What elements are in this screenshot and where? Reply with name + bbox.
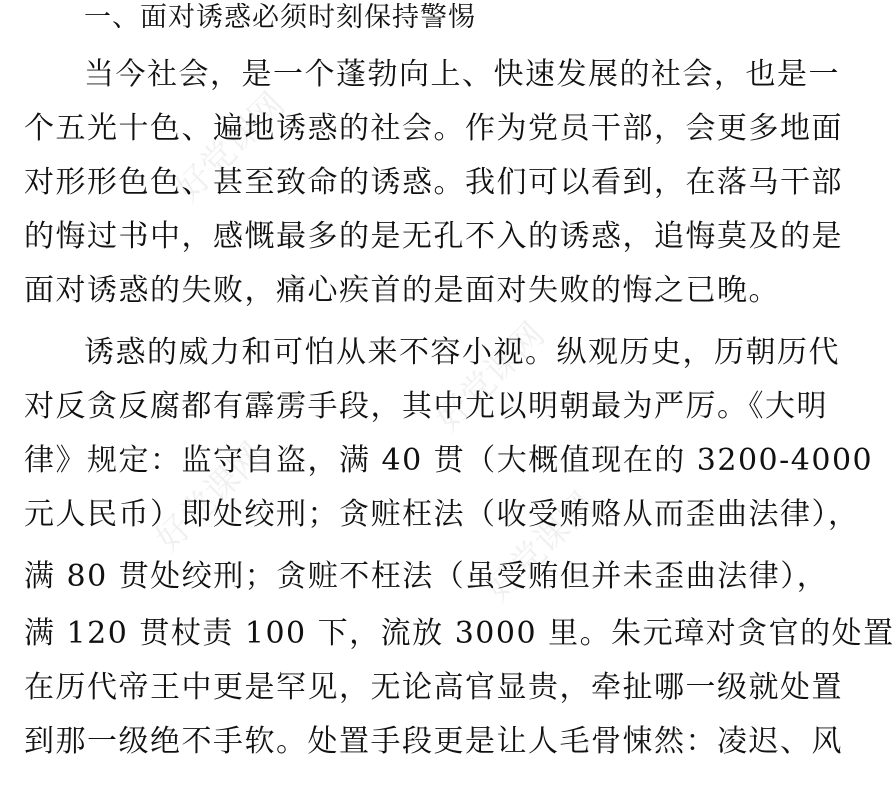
- watermark: 好党课网: [428, 314, 553, 440]
- paragraph-line: 的悔过书中，感慨最多的是无孔不入的诱惑，追悔莫及的是: [24, 219, 843, 254]
- paragraph-line: 诱惑的威力和可怕从来不容小视。纵观历史，历朝历代: [84, 335, 840, 370]
- paragraph-line: 在历代帝王中更是罕见，无论高官显贵，牵扯哪一级就处置: [24, 670, 843, 705]
- paragraph-line: 元人民币）即处绞刑；贪赃枉法（收受贿赂从而歪曲法律），: [24, 497, 860, 532]
- watermark: 好党课网: [148, 434, 273, 560]
- paragraph-line: 到那一级绝不手软。处置手段更是让人毛骨悚然：凌迟、风: [24, 724, 843, 759]
- watermark: 好党课网: [478, 484, 603, 610]
- paragraph-line: 当今社会，是一个蓬勃向上、快速发展的社会，也是一: [84, 57, 840, 92]
- paragraph-line: 个五光十色、遍地诱惑的社会。作为党员干部，会更多地面: [24, 111, 843, 146]
- section-heading: 一、面对诱惑必须时刻保持警惕: [84, 2, 476, 33]
- paragraph-line: 律》规定：监守自盗，满 40 贯（大概值现在的 3200-4000: [24, 443, 874, 478]
- watermark: 好党课网: [168, 84, 293, 210]
- paragraph-line: 满 120 贯杖责 100 下，流放 3000 里。朱元璋对贪官的处置: [24, 616, 895, 651]
- paragraph-line: 面对诱惑的失败，痛心疾首的是面对失败的悔之已晚。: [24, 273, 780, 308]
- paragraph-line: 对形形色色、甚至致命的诱惑。我们可以看到，在落马干部: [24, 165, 843, 200]
- paragraph-line: 对反贪反腐都有霹雳手段，其中尤以明朝最为严厉。《大明: [24, 389, 828, 424]
- paragraph-line: 满 80 贯处绞刑；贪赃不枉法（虽受贿但并未歪曲法律），: [24, 559, 829, 594]
